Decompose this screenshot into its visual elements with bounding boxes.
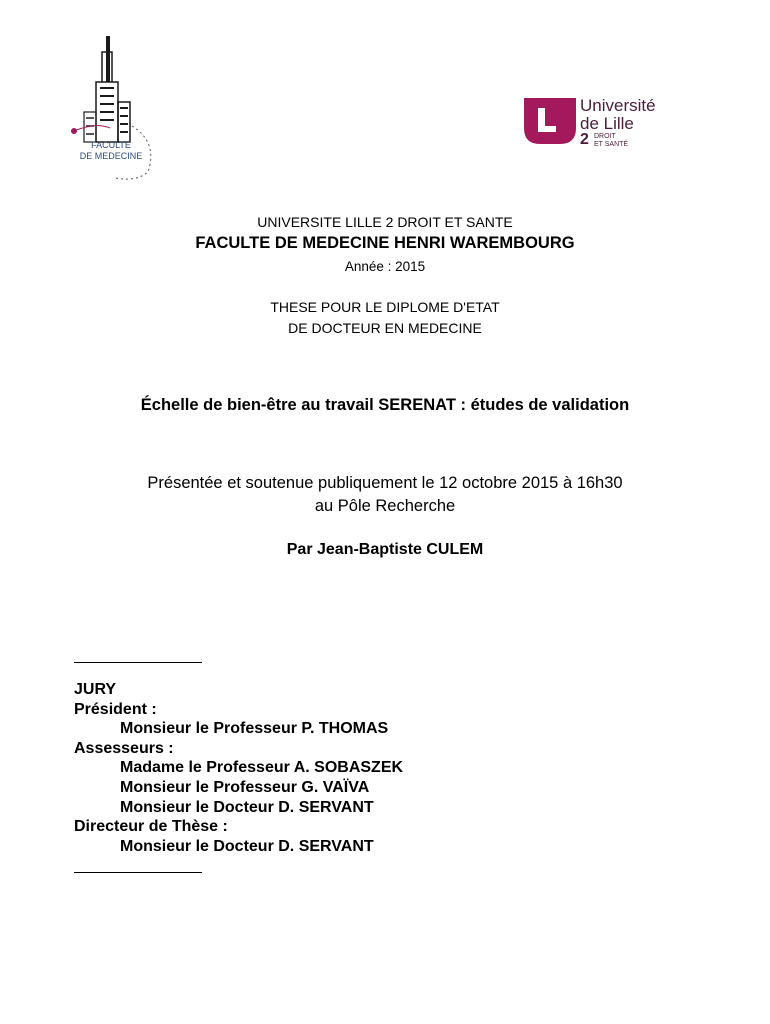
faculty-heading: FACULTE DE MEDECINE HENRI WAREMBOURG [195,234,575,252]
assessor-name: Monsieur le Professeur G. VAÏVA [120,778,370,796]
author-line: Par Jean-Baptiste CULEM [286,541,484,558]
director-label: Directeur de Thèse : [74,818,228,836]
university-number: 2 [580,131,589,148]
university-sub-line1: DROIT [594,133,616,140]
university-name-line1: Université [580,96,656,115]
president-name: Monsieur le Professeur P. THOMAS [120,720,389,738]
university-sub-line2: ET SANTÉ [594,141,629,148]
university-name-line2: de Lille [580,114,634,133]
faculty-logo-line2: DE MEDECINE [79,151,143,161]
assessors-label: Assesseurs : [74,739,174,757]
assessor-name: Madame le Professeur A. SOBASZEK [120,759,404,777]
university-logo-icon [524,98,576,144]
year-label: Année : 2015 [344,259,426,274]
divider-top [74,662,202,663]
presentation-line-1: Présentée et soutenue publiquement le 12 octobre 2015 à 16h30 [147,474,623,492]
thesis-line-1: THESE POUR LE DIPLOME D'ETAT [270,299,500,315]
president-label: Président : [74,700,157,718]
divider-bottom [74,872,202,873]
presentation-line-2: au Pôle Recherche [314,497,456,515]
jury-heading: JURY [74,681,117,698]
faculty-logo-line1: FACULTE [91,140,131,150]
jury-section [74,680,403,856]
assessor-name: Monsieur le Docteur D. SERVANT [120,798,374,816]
thesis-title: Échelle de bien-être au travail SERENAT : études de validation [140,396,630,414]
university-heading: UNIVERSITE LILLE 2 DROIT ET SANTE [257,214,513,230]
director-name: Monsieur le Docteur D. SERVANT [120,837,374,855]
thesis-line-2: DE DOCTEUR EN MEDECINE [288,320,482,336]
